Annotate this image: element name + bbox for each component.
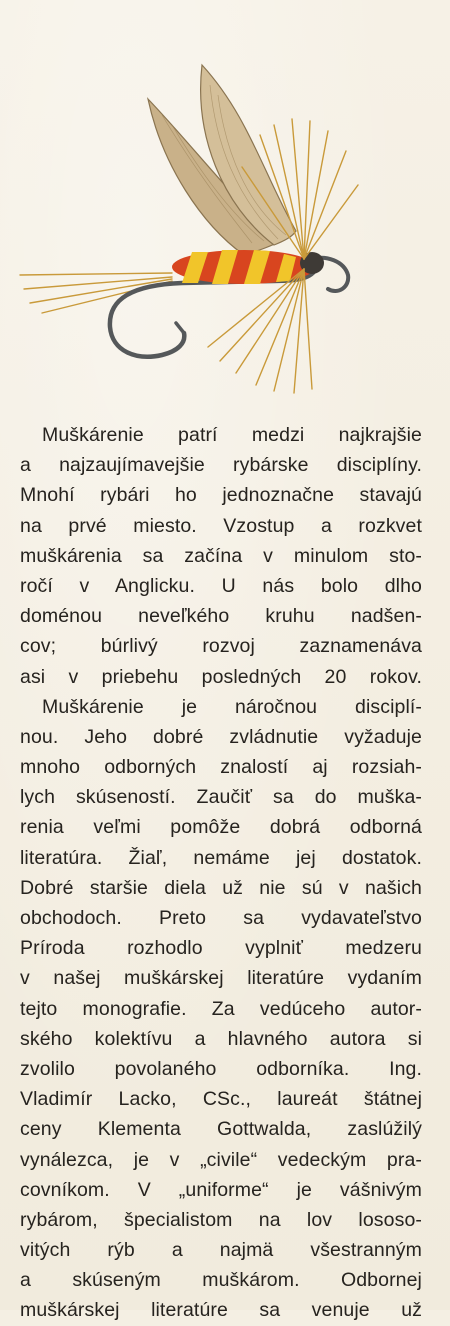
text-line: muškárskej literatúre sa venuje už: [20, 1299, 422, 1322]
text-line: zvolilo povolaného odborníka. Ing.: [20, 1057, 422, 1080]
text-line: Muškárenie je náročnou disciplí-: [42, 695, 422, 718]
text-line: muškárenia sa začína v minulom sto-: [20, 544, 422, 567]
text-line: Príroda rozhodlo vyplniť medzeru: [20, 937, 422, 960]
article-text: [20, 420, 422, 1326]
text-line: vynálezca, je v „civile“ vedeckým pra-: [20, 1148, 422, 1171]
text-line: nou. Jeho dobré zvládnutie vyžaduje: [20, 725, 422, 748]
text-line: tejto monografie. Za vedúceho autor-: [20, 997, 422, 1020]
text-line: a skúseným muškárom. Odbornej: [20, 1269, 422, 1292]
text-line: Vladimír Lacko, CSc., laureát štátnej: [20, 1088, 422, 1111]
text-line: mnoho odborných znalostí aj rozsiah-: [20, 756, 422, 779]
text-line: lych skúseností. Zaučiť sa do muška-: [20, 786, 422, 809]
text-line: ceny Klementa Gottwalda, zaslúžilý: [20, 1118, 422, 1141]
text-line: cov; búrlivý rozvoj zaznamenáva: [20, 635, 422, 658]
text-line: na prvé miesto. Vzostup a rozkvet: [20, 514, 422, 537]
text-line: ského kolektívu a hlavného autora si: [20, 1027, 422, 1050]
text-line: ročí v Anglicku. U nás bolo dlho: [20, 574, 422, 597]
text-line: obchodoch. Preto sa vydavateľstvo: [20, 907, 422, 929]
text-line: doménou neveľkého kruhu nadšen-: [20, 605, 422, 628]
text-line: renia veľmi pomôže dobrá odborná: [20, 816, 422, 839]
text-line: Muškárenie patrí medzi najkrajšie: [42, 424, 422, 446]
text-line: rybárom, špecialistom na lov lososo-: [20, 1208, 422, 1231]
text-line: Dobré staršie diela už nie sú v našich: [20, 876, 422, 899]
text-line: literatúra. Žiaľ, nemáme jej dostatok.: [20, 846, 422, 869]
fishing-fly-icon: [12, 55, 362, 405]
text-line: vitých rýb a najmä všestranným: [20, 1239, 422, 1262]
text-line: a najzaujímavejšie rybárske disciplíny.: [20, 454, 422, 477]
text-line: v našej muškárskej literatúre vydaním: [20, 967, 422, 990]
text-line: asi v priebehu posledných 20 rokov.: [20, 665, 422, 688]
text-line: covníkom. V „uniforme“ je vášnivým: [20, 1178, 422, 1201]
text-line: Mnohí rybári ho jednoznačne stavajú: [20, 484, 422, 507]
